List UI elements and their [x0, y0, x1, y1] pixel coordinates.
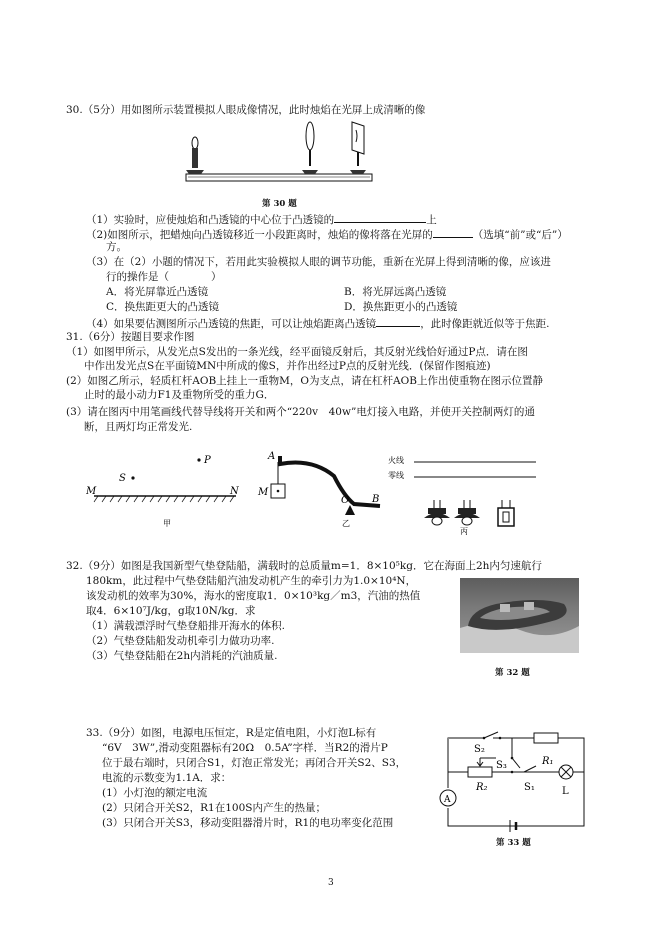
lamp-2-icon — [454, 500, 480, 525]
switch-icon — [498, 500, 514, 526]
q30-option-a: A．将光屏靠近凸透镜 — [106, 286, 209, 298]
q33-line1: 33.（9分）如图，电源电压恒定，R是定值电阻，小灯泡L标有 — [86, 727, 377, 739]
q30-part1-end: 上 — [426, 214, 437, 226]
label-a: A — [268, 451, 276, 462]
q32-sub3: （3）气垫登陆船在2h内消耗的汽油质量. — [86, 650, 278, 662]
q30-part2-text: （2)如图所示，把蜡烛向凸透镜移近一小段距离时，烛焰的像将落在光屏的 — [86, 229, 433, 241]
q33-sub2: (2）只闭合开关S2，R1在100S内产生的热量； — [102, 802, 326, 814]
label-n: N — [230, 486, 239, 497]
q30-part2 — [86, 227, 568, 242]
caption-bing: 丙 — [460, 527, 468, 536]
fulcrum-o — [345, 505, 355, 515]
q31-figure-c-circuit — [386, 454, 546, 536]
point-p — [197, 458, 200, 461]
q30-part1 — [86, 212, 437, 227]
convex-lens-icon — [302, 122, 318, 174]
q30-title: 30.（5分）用如图所示装置模拟人眼成像情况，此时烛焰在光屏上成清晰的像 — [66, 104, 426, 116]
lamp-1-icon — [424, 500, 450, 525]
label-m2: M — [258, 487, 269, 498]
q33-circuit-figure — [438, 728, 598, 838]
label-neutral-wire: 零线 — [388, 471, 404, 480]
page-number: 3 — [328, 878, 334, 888]
point-s — [131, 476, 134, 479]
label-ammeter: A — [444, 795, 451, 805]
label-live-wire: 火线 — [388, 456, 404, 465]
label-s3: S₃ — [496, 760, 507, 771]
hovercraft-photo — [460, 578, 579, 653]
caption-yi: 乙 — [342, 519, 350, 528]
circuit-wire — [448, 738, 584, 826]
q30-part4-text: （4）如果要估测图所示凸透镜的焦距，可以让烛焰距离凸透镜 — [86, 318, 377, 330]
q31-title: 31.（6分）按题目要求作图 — [66, 331, 195, 343]
hovercraft-icon — [460, 578, 579, 653]
q30-option-d: D．换焦距更小的凸透镜 — [344, 301, 458, 313]
label-o: O — [341, 495, 350, 506]
q30-part4 — [86, 316, 550, 331]
q30-part3-line2: 行的操作是（ ） — [106, 271, 222, 283]
label-m: M — [86, 486, 97, 497]
q30-part2-blank[interactable] — [433, 227, 473, 238]
label-p: P — [204, 455, 211, 466]
q30-part1-text: （1）实验时，应使烛焰和凸透镜的中心位于凸透镜的 — [86, 214, 335, 226]
q30-part4-end: ，此时像距就近似等于焦距. — [420, 318, 550, 330]
light-screen-icon — [350, 122, 366, 174]
q31-part1-line1: （1）如图甲所示，从发光点S发出的一条光线，经平面镜反射后，其反射光线恰好通过P点．请在图 — [66, 346, 528, 358]
optical-bench — [186, 174, 372, 181]
q30-optical-bench-figure — [180, 118, 380, 198]
q33-line4: 电流的示数变为1.1A．求： — [102, 772, 232, 784]
q30-option-b: B．将光屏远离凸透镜 — [344, 286, 447, 298]
q30-part1-blank[interactable] — [334, 212, 426, 223]
q31-part3-line1: (3）请在图丙中用笔画线代替导线将开关和两个“220v 40w”电灯接入电路，并使开关控制两灯的通 — [66, 406, 535, 418]
q32-sub2: （2）气垫登陆船发动机牵引力做功功率. — [86, 635, 275, 647]
q31-figure-b-lever — [252, 448, 392, 530]
label-s2: S₂ — [474, 744, 485, 755]
label-s1: S₁ — [524, 782, 535, 793]
q33-sub3: (3）只闭合开关S3，移动变阻器滑片时，R1的电功率变化范围 — [102, 817, 394, 829]
candle-icon — [186, 137, 204, 174]
q30-part2-end: 方。 — [106, 241, 127, 253]
q32-line1: 32.（9分）如图是我国新型气垫登陆船，满载时的总质量m=1．8×10⁵kg．它在海面上2h内匀速航行 — [66, 560, 542, 572]
q32-line2: 180km，此过程中气垫登陆船汽油发动机产生的牵引力为1.0×10⁴N， — [86, 575, 417, 587]
q30-part2-hint: （选填“前”或“后”） — [472, 229, 568, 241]
q33-line3: 位于最右端时，只闭合S1，灯泡正常发光；再闭合开关S2、S3， — [102, 757, 407, 769]
q30-part4-blank[interactable] — [376, 316, 420, 327]
label-s: S — [119, 473, 126, 484]
label-r1: R₁ — [542, 756, 554, 767]
switch-s3 — [512, 758, 520, 768]
q30-part3-line1: （3）在（2）小题的情况下，若用此实验模拟人眼的调节功能，重新在光屏上得到清晰的像，应该进 — [86, 256, 551, 268]
q33-sub1: (1）小灯泡的额定电流 — [102, 787, 208, 799]
rheostat-r2 — [468, 767, 492, 777]
lever-aob — [280, 456, 380, 506]
q32-sub1: （1）满载漂浮时气垫登船排开海水的体积. — [86, 620, 286, 632]
caption-jia: 甲 — [163, 519, 171, 528]
resistor-r1 — [534, 733, 558, 743]
label-r2: R₂ — [476, 782, 488, 793]
mirror-hatching — [94, 496, 234, 502]
q33-line2: “6V 3W”,滑动变阻器标有20Ω 0.5A”字样．当R2的滑片P — [102, 742, 388, 754]
q32-caption: 第 32 题 — [495, 668, 530, 678]
q30-option-c: C．换焦距更大的凸透镜 — [106, 301, 220, 313]
q30-caption: 第 30 题 — [262, 199, 297, 209]
q31-part2-line1: (2）如图乙所示，轻质杠杆AOB上挂上一重物M，O为支点，请在杠杆AOB上作出使重物在图示位置静 — [66, 375, 543, 387]
q31-part3-line2: 断，且两灯均正常发光. — [84, 421, 193, 433]
q31-part1-line2: 中作出发光点S在平面镜MN中所成的像S，并作出经过P点的反射光线．(保留作图痕迹) — [84, 360, 491, 372]
rheostat-slider — [477, 758, 483, 766]
label-b: B — [372, 494, 380, 505]
q31-part2-line2: 止时的最小动力F1及重物所受的重力G． — [84, 389, 275, 401]
q32-line3: 该发动机的效率为30%，海水的密度取1．0×10³kg／m3，汽油的热值 — [86, 590, 421, 602]
q33-caption: 第 33 题 — [496, 838, 531, 848]
q32-line4: 取4．6×10⁷J/kg，g取10N/kg．求 — [86, 605, 256, 617]
switch-s1 — [524, 766, 536, 772]
q31-figure-a-mirror — [86, 448, 246, 530]
label-l: L — [562, 786, 569, 797]
